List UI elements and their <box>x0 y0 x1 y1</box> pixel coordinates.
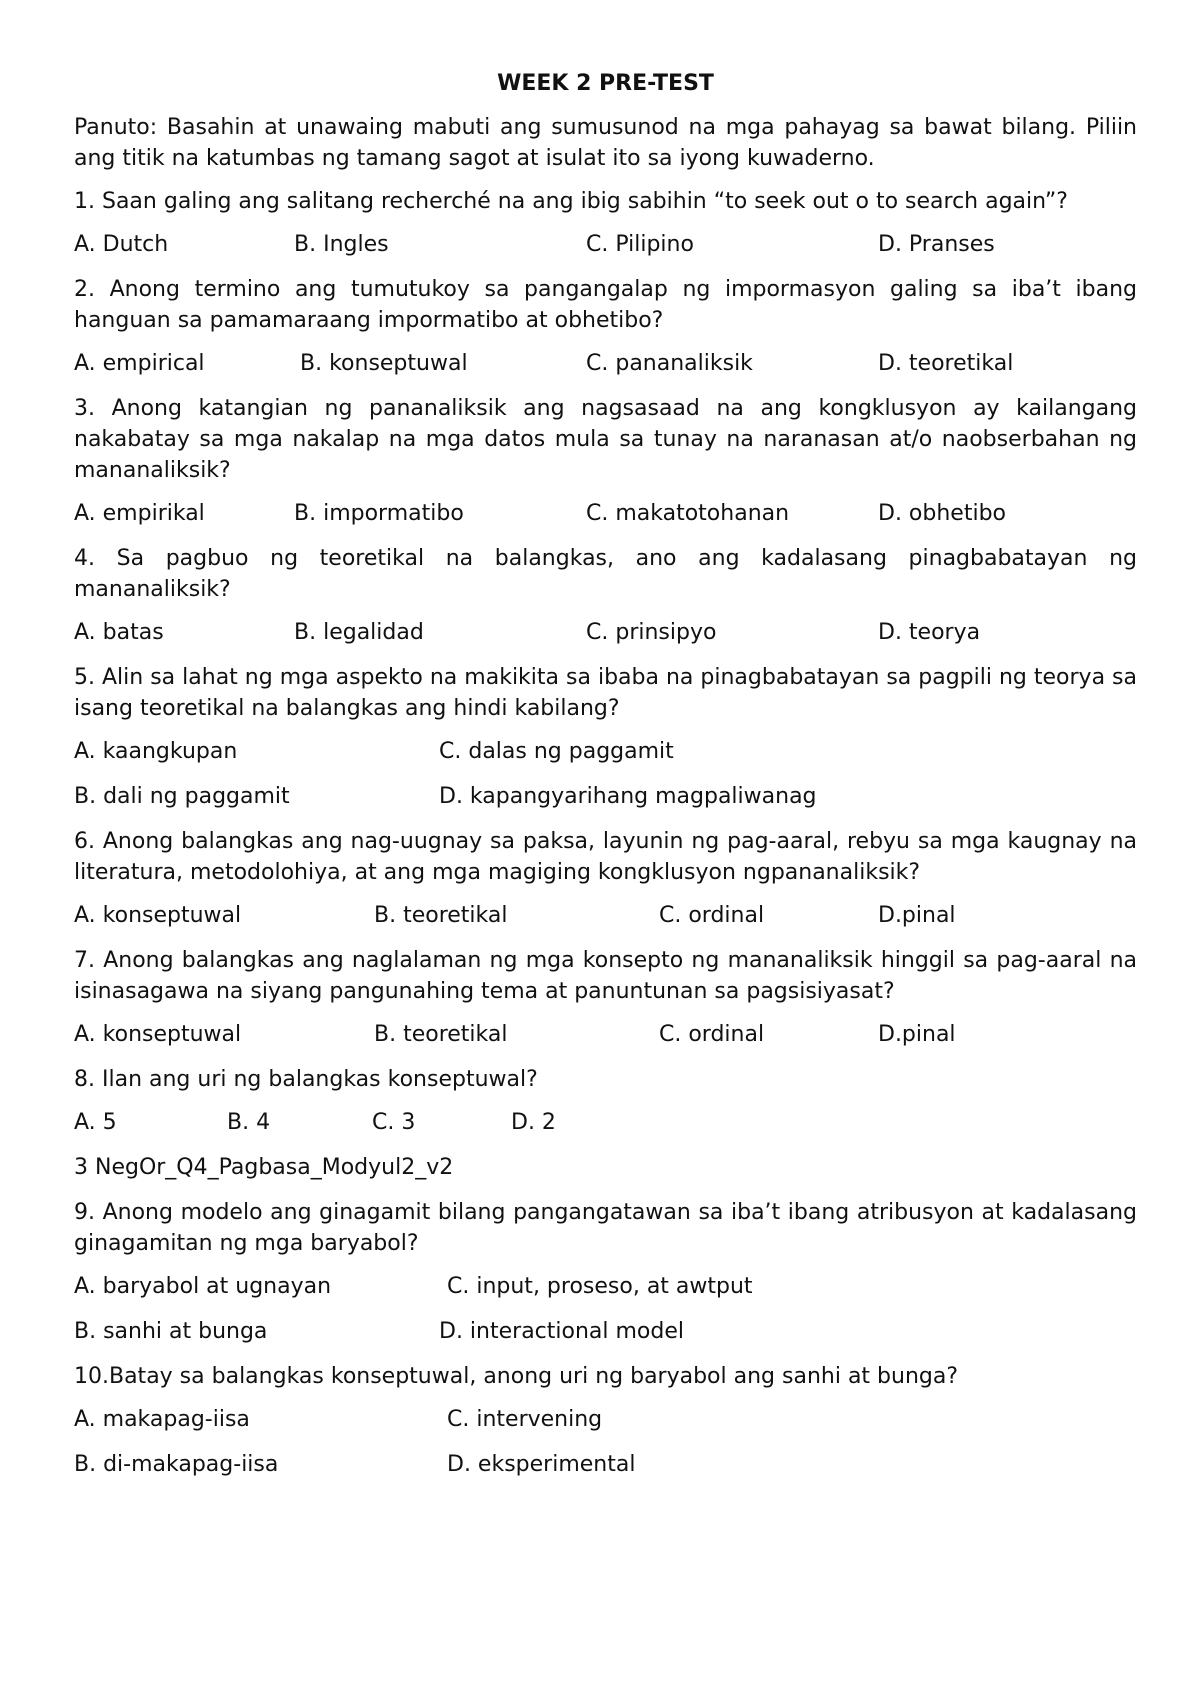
option-d: D.pinal <box>878 903 956 928</box>
option-a: A. Dutch <box>74 232 169 257</box>
option-a: A. konseptuwal <box>74 1022 242 1047</box>
options-10-row-1 <box>74 1404 1137 1435</box>
pretest-page <box>74 68 1137 1494</box>
options-4 <box>74 617 1137 648</box>
options-8 <box>74 1107 1137 1138</box>
option-c: C. dalas ng paggamit <box>439 739 674 764</box>
option-d: D. eksperimental <box>447 1452 636 1477</box>
option-b: B. teoretikal <box>374 1022 508 1047</box>
option-a: A. konseptuwal <box>74 903 242 928</box>
option-a: A. makapag-iisa <box>74 1407 250 1432</box>
option-c: C. makatotohanan <box>586 501 790 526</box>
option-d: D. obhetibo <box>878 501 1006 526</box>
question-2: 2. Anong termino ang tumutukoy sa pangangalap ng impormasyon galing sa iba’t ibang hanguan sa pamamaraang impormatibo at obhetibo? <box>74 277 1137 333</box>
option-d: D. kapangyarihang magpaliwanag <box>439 784 817 809</box>
option-b: B. impormatibo <box>294 501 464 526</box>
page-title: WEEK 2 PRE-TEST <box>497 71 714 96</box>
options-6 <box>74 900 1137 931</box>
question-10: 10.Batay sa balangkas konseptuwal, anong uri ng baryabol ang sanhi at bunga? <box>74 1364 959 1389</box>
question-6: 6. Anong balangkas ang nag-uugnay sa paksa, layunin ng pag-aaral, rebyu sa mga kaugnay na literatura, metodolohiya, at ang mga magiging kongklusyon ngpananaliksik? <box>74 829 1137 885</box>
option-a: A. empirical <box>74 351 205 376</box>
option-a: A. batas <box>74 620 164 645</box>
options-9-row-1 <box>74 1271 1137 1302</box>
option-a: A. 5 <box>74 1110 117 1135</box>
option-b: B. legalidad <box>294 620 424 645</box>
options-5-row-1 <box>74 736 1137 767</box>
option-c: C. Pilipino <box>586 232 694 257</box>
option-b: B. 4 <box>227 1110 271 1135</box>
option-d: D. Pranses <box>878 232 995 257</box>
module-footer: 3 NegOr_Q4_Pagbasa_Modyul2_v2 <box>74 1155 454 1180</box>
option-b: B. teoretikal <box>374 903 508 928</box>
question-1: 1. Saan galing ang salitang recherché na ang ibig sabihin “to seek out o to search again”? <box>74 189 1068 214</box>
option-d: D.pinal <box>878 1022 956 1047</box>
question-9: 9. Anong modelo ang ginagamit bilang pangangatawan sa iba’t ibang atribusyon at kadalasang ginagamitan ng mga baryabol? <box>74 1200 1137 1256</box>
option-a: A. baryabol at ugnayan <box>74 1274 332 1299</box>
question-8: 8. Ilan ang uri ng balangkas konseptuwal? <box>74 1067 538 1092</box>
options-1 <box>74 229 1137 260</box>
option-c: C. input, proseso, at awtput <box>447 1274 753 1299</box>
options-9-row-2 <box>74 1316 1137 1347</box>
option-a: A. kaangkupan <box>74 739 238 764</box>
option-c: C. pananaliksik <box>586 351 753 376</box>
question-5: 5. Alin sa lahat ng mga aspekto na makikita sa ibaba na pinagbabatayan sa pagpili ng teorya sa isang teoretikal na balangkas ang hindi kabilang? <box>74 665 1137 721</box>
option-d: D. teoretikal <box>878 351 1014 376</box>
options-7 <box>74 1019 1137 1050</box>
option-c: C. 3 <box>372 1110 416 1135</box>
option-d: D. 2 <box>511 1110 556 1135</box>
option-d: D. teorya <box>878 620 981 645</box>
option-d: D. interactional model <box>439 1319 684 1344</box>
question-4: 4. Sa pagbuo ng teoretikal na balangkas, ano ang kadalasang pinagbabatayan ng mananaliksik? <box>74 546 1137 602</box>
option-b: B. di-makapag-iisa <box>74 1452 279 1477</box>
question-3: 3. Anong katangian ng pananaliksik ang nagsasaad na ang kongklusyon ay kailangang nakabatay sa mga nakalap na mga datos mula sa tunay na naranasan at/o naobserbahan ng mananaliksik? <box>74 396 1137 483</box>
question-7: 7. Anong balangkas ang naglalaman ng mga konsepto ng mananaliksik hinggil sa pag-aaral na isinasagawa na siyang pangunahing tema at panuntunan sa pagsisiyasat? <box>74 948 1137 1004</box>
instructions: Panuto: Basahin at unawaing mabuti ang sumusunod na mga pahayag sa bawat bilang. Piliin ang titik na katumbas ng tamang sagot at isulat ito sa iyong kuwaderno. <box>74 115 1137 171</box>
option-c: C. ordinal <box>659 1022 765 1047</box>
option-b: B. dali ng paggamit <box>74 784 290 809</box>
options-5-row-2 <box>74 781 1137 812</box>
option-b: B. Ingles <box>294 232 389 257</box>
option-c: C. intervening <box>447 1407 603 1432</box>
option-b: B. sanhi at bunga <box>74 1319 268 1344</box>
options-10-row-2 <box>74 1449 1137 1480</box>
option-c: C. prinsipyo <box>586 620 717 645</box>
options-2 <box>74 348 1137 379</box>
option-b: B. konseptuwal <box>300 351 468 376</box>
options-3 <box>74 498 1137 529</box>
option-c: C. ordinal <box>659 903 765 928</box>
option-a: A. empirikal <box>74 501 205 526</box>
